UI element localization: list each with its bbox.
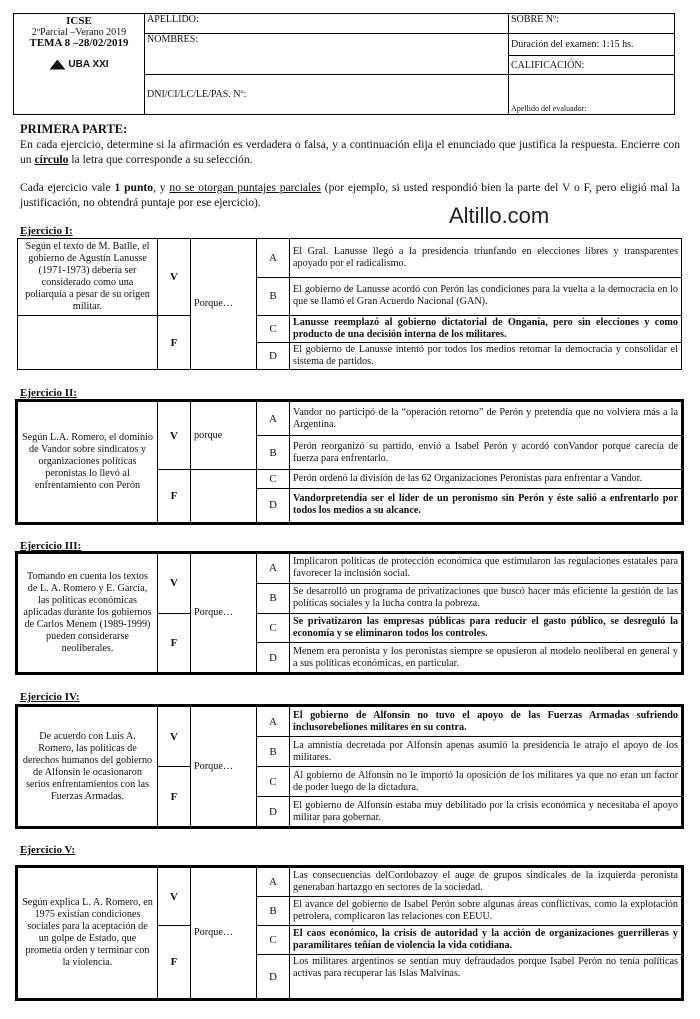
exam-header (13, 13, 675, 115)
option-letter[interactable]: D (257, 955, 290, 999)
exercise-title: Ejercicio V: (20, 844, 76, 856)
false-option[interactable]: F (158, 767, 191, 827)
option-letter[interactable]: A (257, 402, 290, 436)
option-text: Perón ordenó la división de las 62 Organizaciones Peronistas para enfrentar a Vandor. (290, 470, 682, 489)
option-letter[interactable]: B (257, 897, 290, 926)
option-text: Vandorpretendía ser el líder de un peronismo sin Perón y éste salió a enfrentarlo por todos los medios a su alcance. (290, 488, 682, 522)
instructions-2: Cada ejercicio vale 1 punto, y no se otorgan puntajes parciales (por ejemplo, si usted respondió bien la parte del V o F, pero eligió mal la justificación, no obtendrá puntaje por ese ejercicio). (20, 181, 680, 209)
option-letter[interactable]: D (257, 343, 290, 370)
exercise-title: Ejercicio II: (20, 387, 77, 399)
option-text: La amnistía decretada por Alfonsín apenas asumió la presidencia le atrajo el apoyo de los militares. (290, 737, 682, 767)
porque-label: Porque… (191, 239, 257, 370)
option-text: Se desarrolló un programa de privatizaciones que buscó hacer más eficiente la gestión de las políticas sociales y la lucha contra la pobreza. (290, 583, 682, 613)
watermark: Altillo.com (449, 203, 550, 228)
statement: Según el texto de M. Batlle, el gobierno de Agustín Lanusse (1971-1973) debería ser considerado como una poliarquía a pesar de su origen militar. (18, 239, 158, 316)
true-option[interactable]: V (158, 868, 191, 926)
option-letter[interactable]: A (257, 707, 290, 737)
false-option[interactable]: F (158, 316, 191, 370)
statement-cont (18, 316, 158, 370)
exercise-title: Ejercicio I: (20, 225, 73, 237)
exam-name: 2ºParcial –Verano 2019 (31, 27, 127, 38)
porque-label: Porque… (191, 554, 257, 673)
exercise-1 (17, 238, 682, 370)
apellido-field[interactable]: APELLIDO: (145, 14, 509, 34)
option-letter[interactable]: C (257, 316, 290, 343)
exercise-4 (17, 706, 682, 827)
duracion-text: Duración del examen: 1:15 hs. CALIFICACIÓN: (509, 34, 675, 75)
option-letter[interactable]: D (257, 643, 290, 673)
triangle-icon (49, 60, 65, 70)
true-option[interactable]: V (158, 554, 191, 614)
true-option[interactable]: V (158, 239, 191, 316)
option-text: Perón reorganizó su partido, envió a Isabel Perón y acordó conVandor porque carecía de fuerza para enfrentarlo. (290, 436, 682, 470)
porque-label: Porque… (191, 868, 257, 999)
option-letter[interactable]: A (257, 239, 290, 278)
false-option[interactable]: F (158, 470, 191, 523)
statement: Según explica L. A. Romero, en 1975 existían condiciones sociales para la aceptación de un golpe de Estado, que prometía orden y terminar con la violencia. (18, 868, 158, 999)
option-text: El avance del gobierno de Isabel Perón sobre algunas áreas conflictivas, como la explotación petrolera, complicaron las relaciones con EEUU. (290, 897, 682, 926)
option-letter[interactable]: D (257, 797, 290, 827)
option-text: Lanusse reemplazó al gobierno dictatorial de Onganía, pero sin elecciones y como producto de una decisión interna de los militares. (290, 316, 682, 343)
exam-info (14, 14, 145, 115)
option-text: Implicaron políticas de protección económica que estimularon las regulaciones estatales para favorecer la inclusión social. (290, 554, 682, 584)
option-text: El gobierno de Lanusse intentó por todos los medios retomar la democracia y consolidar el sistema de partidos. (290, 343, 682, 370)
exercise-5 (17, 867, 682, 999)
porque-label: porque (191, 402, 257, 470)
option-letter[interactable]: A (257, 554, 290, 584)
option-text: El gobierno de Lanusse acordó con Perón las condiciones para la vuelta a la democracia en lo que se llamó el Gran Acuerdo Nacional (GAN). (290, 277, 682, 316)
option-letter[interactable]: B (257, 737, 290, 767)
option-letter[interactable]: C (257, 767, 290, 797)
uba-logo: UBA XXI (49, 59, 108, 70)
false-option[interactable]: F (158, 926, 191, 999)
option-text: El caos económico, la crisis de autoridad y la acción de organizaciones guerrilleras y paramilitares teñían de violencia la vida cotidiana. (290, 926, 682, 955)
false-option[interactable]: F (158, 613, 191, 673)
exercise-3 (17, 553, 682, 673)
statement: Tomando en cuenta los textos de L. A. Romero y E. García, las políticas económicas aplicadas durante los gobiernos de Carlos Menem (1989-1999) pueden considerarse neoliberales. (18, 554, 158, 673)
porque-label: Porque… (191, 707, 257, 827)
true-option[interactable]: V (158, 402, 191, 470)
option-letter[interactable]: C (257, 470, 290, 489)
option-letter[interactable]: C (257, 926, 290, 955)
exercise-2 (17, 401, 682, 523)
option-letter[interactable]: C (257, 613, 290, 643)
nombres-field[interactable]: NOMBRES: (145, 34, 509, 75)
option-letter[interactable]: D (257, 488, 290, 522)
statement: De acuerdo con Luis A. Romero, las políticas de derechos humanos del gobierno de Alfonsín le ocasionaron serios enfrentamientos con las Fuerzas Armadas. (18, 707, 158, 827)
porque-blank (191, 470, 257, 523)
instructions-1: En cada ejercicio, determine si la afirmación es verdadera o falsa, y a continuación elija el enunciado que justifica la respuesta. Encierre con un círculo la letra que corresponde a su selección. (20, 138, 680, 166)
statement: Según L.A. Romero, el dominio de Vandor sobre sindicatos y organizaciones políticas peronistas lo llevó al enfrentamiento con Perón (18, 402, 158, 523)
option-letter[interactable]: B (257, 583, 290, 613)
option-text: El gobierno de Alfonsín estaba muy debilitado por la crisis económica y necesitaba el apoyo militar para gobernar. (290, 797, 682, 827)
option-letter[interactable]: B (257, 277, 290, 316)
tema: TEMA 8 –28/02/2019 (29, 37, 129, 49)
option-text: Menem era peronista y los peronistas siempre se opusieron al modelo neoliberal en general y a sus políticas económicas, en particular. (290, 643, 682, 673)
option-text: Los militares argentinos se sentían muy defraudados porque Isabel Perón no tenía políticas activas para recuperar las Islas Malvinas. (290, 955, 682, 999)
option-text: Vandor no participó de la “operación retorno” de Perón y pretendía que no volviera más a la Argentina. (290, 402, 682, 436)
evaluador-field[interactable]: Apellido del evaluador: (509, 75, 675, 115)
exercise-title: Ejercicio IV: (20, 691, 80, 703)
option-text: El Gral. Lanusse llegó a la presidencia triunfando en elecciones libres y transparentes apoyado por el radicalismo. (290, 239, 682, 278)
sobre-field[interactable]: SOBRE Nº: (509, 14, 675, 34)
exercise-title: Ejercicio III: (20, 540, 82, 552)
true-option[interactable]: V (158, 707, 191, 767)
option-text: Se privatizaron las empresas públicas para reducir el gasto público, se desreguló la economía y se eliminaron todos los controles. (290, 613, 682, 643)
option-letter[interactable]: B (257, 436, 290, 470)
option-text: El gobierno de Alfonsín no tuvo el apoyo de las Fuerzas Armadas sufriendo inclusorebeliones militares en su contra. (290, 707, 682, 737)
section-title: PRIMERA PARTE: (20, 122, 128, 136)
option-text: Las consecuencias delCordobazoy el auge de grupos sindicales de la izquierda peronista generaban hartazgo en sectores de la sociedad. (290, 868, 682, 897)
dni-field[interactable]: DNI/CI/LC/LE/PAS. Nº: (145, 75, 509, 115)
option-text: Al gobierno de Alfonsín no le importó la oposición de los militares ya que no eran un factor de poder luego de la dictadura. (290, 767, 682, 797)
option-letter[interactable]: A (257, 868, 290, 897)
institution: ICSE (66, 15, 92, 27)
